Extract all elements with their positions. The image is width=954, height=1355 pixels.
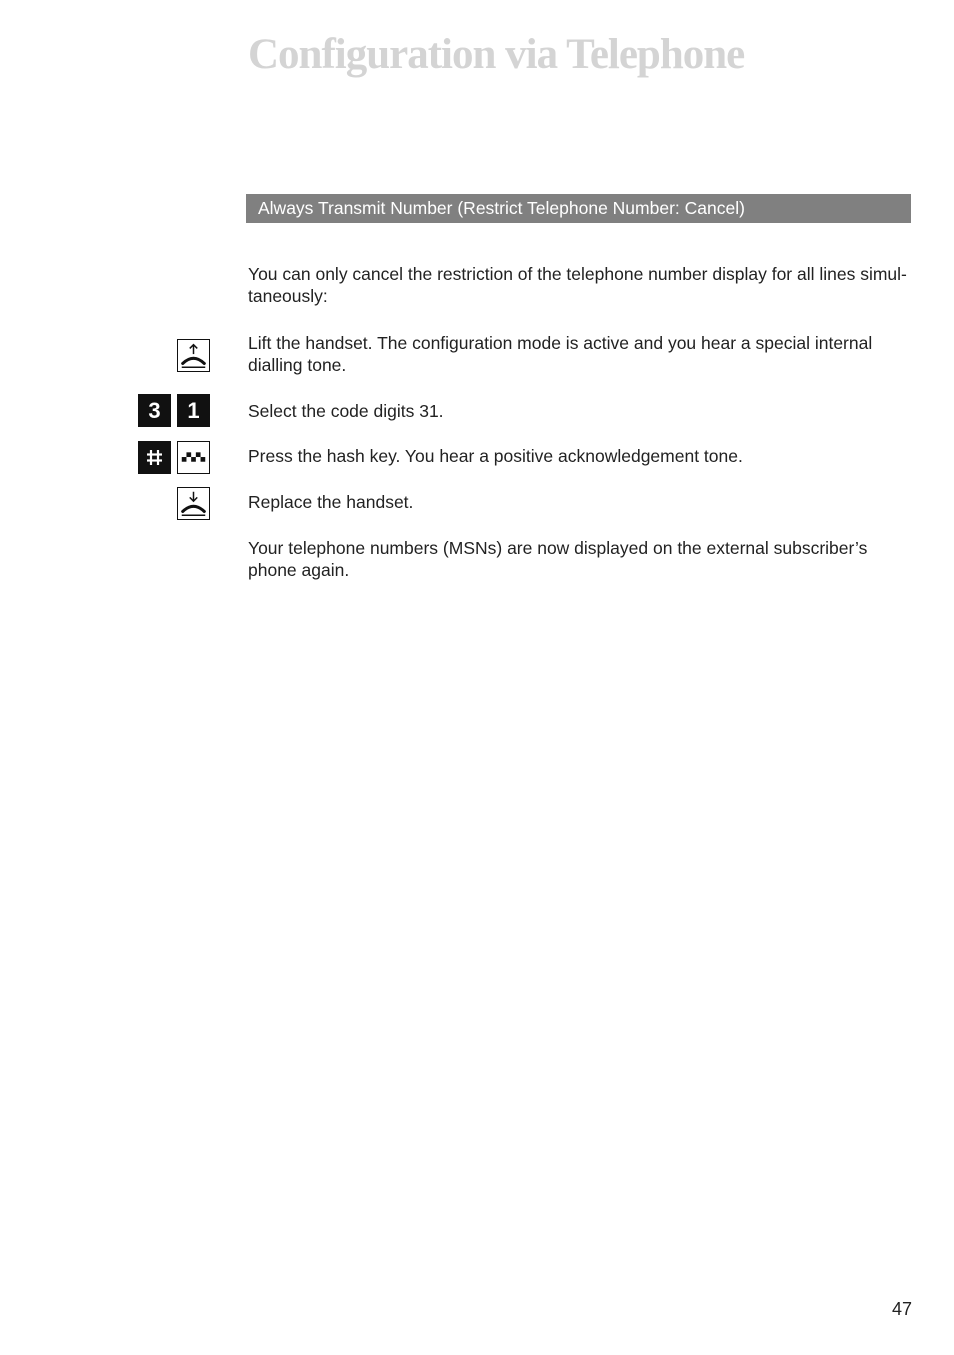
hash-key-icon [138, 441, 171, 474]
handset-lift-icon [177, 339, 210, 372]
closing-paragraph: Your telephone numbers (MSNs) are now displayed on the external subscriber’s phone again. [248, 538, 868, 580]
step-replace-handset: Replace the handset. [248, 492, 414, 512]
intro-paragraph: You can only cancel the restriction of the telephone number display for all lines simul-taneously: [248, 264, 907, 306]
step-press-hash: Press the hash key. You hear a positive acknowledgement tone. [248, 446, 743, 466]
handset-replace-icon [177, 487, 210, 520]
key-1: 1 [177, 394, 210, 427]
positive-tone-icon [177, 441, 210, 474]
page-number: 47 [891, 1299, 912, 1319]
section-heading: Always Transmit Number (Restrict Telephone Number: Cancel) [246, 194, 911, 223]
key-3: 3 [138, 394, 171, 427]
chapter-title: Configuration via Telephone [248, 31, 745, 78]
step-select-code: Select the code digits 31. [248, 401, 444, 421]
step-lift-handset: Lift the handset. The configuration mode is active and you hear a special internal dialling tone. [248, 333, 873, 375]
